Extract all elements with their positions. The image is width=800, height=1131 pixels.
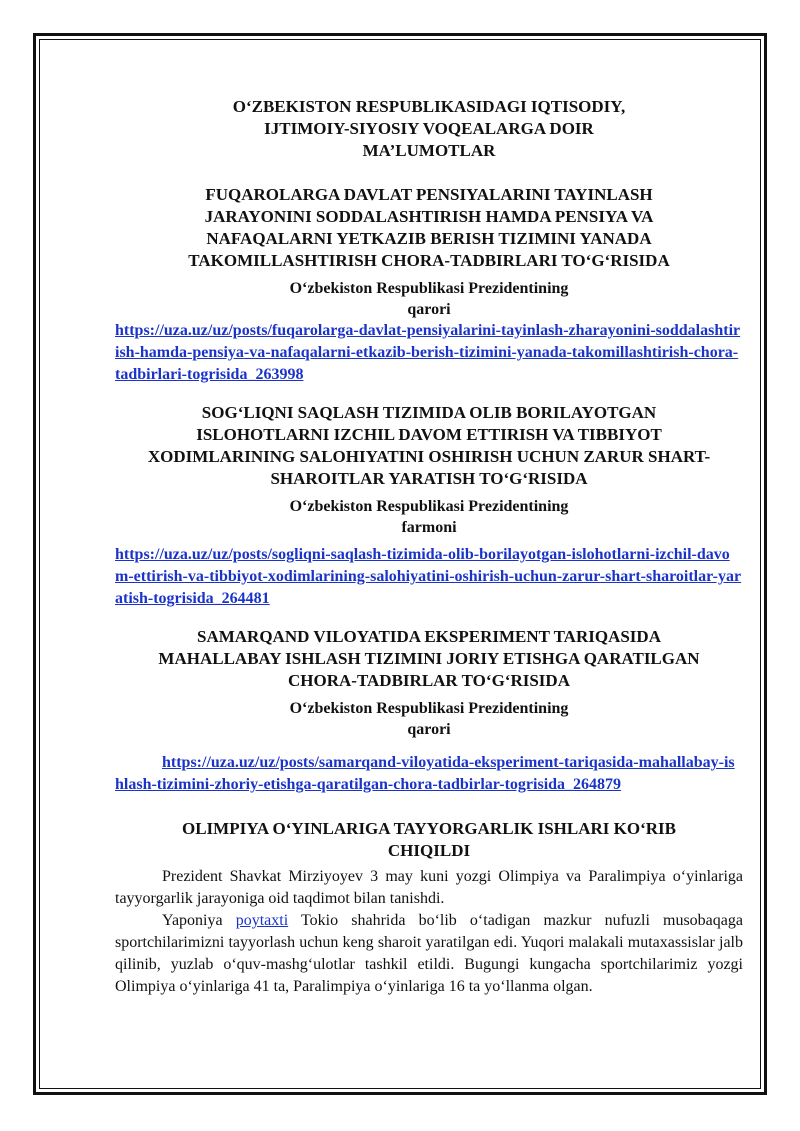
header-line: O‘ZBEKISTON RESPUBLIKASIDAGI IQTISODIY, xyxy=(232,97,626,116)
paragraph-text: Tokio shahrida bo‘lib o‘tadigan mazkur nufuzli musobaqaga sportchilarimizni tayyorlash uchun keng sharoit yaratilgan edi. Yuqori malakali mutaxassislar jalb qilinib, yuzlab o‘quv-mashg‘ulotlar tashkil etildi. Bugungi kungacha sportchilarimiz yozgi Olimpiya o‘yinlariga 41 ta, Paralimpiya o‘yinlariga 16 ta yo‘llanma olgan. xyxy=(115,912,743,995)
title-line: SAMARQAND VILOYATIDA EKSPERIMENT TARIQASIDA xyxy=(197,627,661,646)
document-body xyxy=(115,96,743,998)
section-pension xyxy=(115,184,743,386)
issuer-label: O‘zbekiston Respublikasi Prezidentining xyxy=(289,280,569,297)
title-line: OLIMPIYA O‘YINLARIGA TAYYORGARLIK ISHLARI KO‘RIB xyxy=(181,819,677,838)
paragraph-text: Yaponiya xyxy=(162,912,236,929)
article-paragraph: Prezident Shavkat Mirziyoyev 3 may kuni yozgi Olimpiya va Paralimpiya o‘yinlariga tayyorgarlik jarayoniga oid taqdimot bilan tanishdi. xyxy=(115,868,743,907)
title-line: FUQAROLARGA DAVLAT PENSIYALARINI TAYINLASH xyxy=(205,185,653,204)
section-title xyxy=(115,402,743,490)
title-line: ISLOHOTLARNI IZCHIL DAVOM ETTIRISH VA TIBBIYOT xyxy=(196,425,662,444)
issuer-label: O‘zbekiston Respublikasi Prezidentining xyxy=(289,700,569,717)
doc-type-label: qarori xyxy=(407,721,451,738)
title-line: MAHALLABAY ISHLASH TIZIMINI JORIY ETISHGA QARATILGAN xyxy=(158,649,700,668)
title-line: NAFAQALARNI YETKAZIB BERISH TIZIMINI YANADA xyxy=(206,229,652,248)
section-healthcare xyxy=(115,402,743,610)
title-line: JARAYONINI SODDALASHTIRISH HAMDA PENSIYA VA xyxy=(204,207,654,226)
title-line: SHAROITLAR YARATISH TO‘G‘RISIDA xyxy=(270,469,588,488)
source-link[interactable]: https://uza.uz/uz/posts/fuqarolarga-davlat-pensiyalarini-tayinlash-zharayonini-soddalashtirish-hamda-pensiya-va-nafaqalarni-etkazib-berish-tizimini-yanada-takomillashtirish-chora-tadbirlari-togrisida_263998 xyxy=(115,322,741,383)
doc-type-label: qarori xyxy=(407,301,451,318)
header-line: IJTIMOIY-SIYOSIY VOQEALARGA DOIR xyxy=(264,119,594,138)
doc-type-label: farmoni xyxy=(401,519,457,536)
section-title xyxy=(115,626,743,692)
title-line: TAKOMILLASHTIRISH CHORA-TADBIRLARI TO‘G‘RISIDA xyxy=(188,251,670,270)
title-line: CHORA-TADBIRLAR TO‘G‘RISIDA xyxy=(288,671,570,690)
title-line: XODIMLARINING SALOHIYATINI OSHIRISH UCHUN ZARUR SHART- xyxy=(147,447,711,466)
poytaxti-link[interactable]: poytaxti xyxy=(235,912,289,929)
header-line: MA’LUMOTLAR xyxy=(362,141,496,160)
article-paragraph xyxy=(115,910,743,998)
title-line: CHIQILDI xyxy=(387,841,471,860)
source-link[interactable]: https://uza.uz/uz/posts/samarqand-viloyatida-eksperiment-tariqasida-mahallabay-ishlash-tizimini-zhoriy-etishga-qaratilgan-chora-tadbirlar-togrisida_264879 xyxy=(115,754,735,793)
section-samarkand xyxy=(115,626,743,796)
source-link[interactable]: https://uza.uz/uz/posts/sogliqni-saqlash-tizimida-olib-borilayotgan-islohotlarni-izchil-davom-ettirish-va-tibbiyot-xodimlarining-salohiyatini-oshirish-uchun-zarur-shart-sharoitlar-yaratish-togrisida_264481 xyxy=(115,546,742,607)
title-line: SOG‘LIQNI SAQLASH TIZIMIDA OLIB BORILAYOTGAN xyxy=(201,403,657,422)
document-header xyxy=(115,96,743,162)
issuer-label: O‘zbekiston Respublikasi Prezidentining xyxy=(289,498,569,515)
article-title xyxy=(115,818,743,862)
article-olympics xyxy=(115,818,743,998)
section-title xyxy=(115,184,743,272)
